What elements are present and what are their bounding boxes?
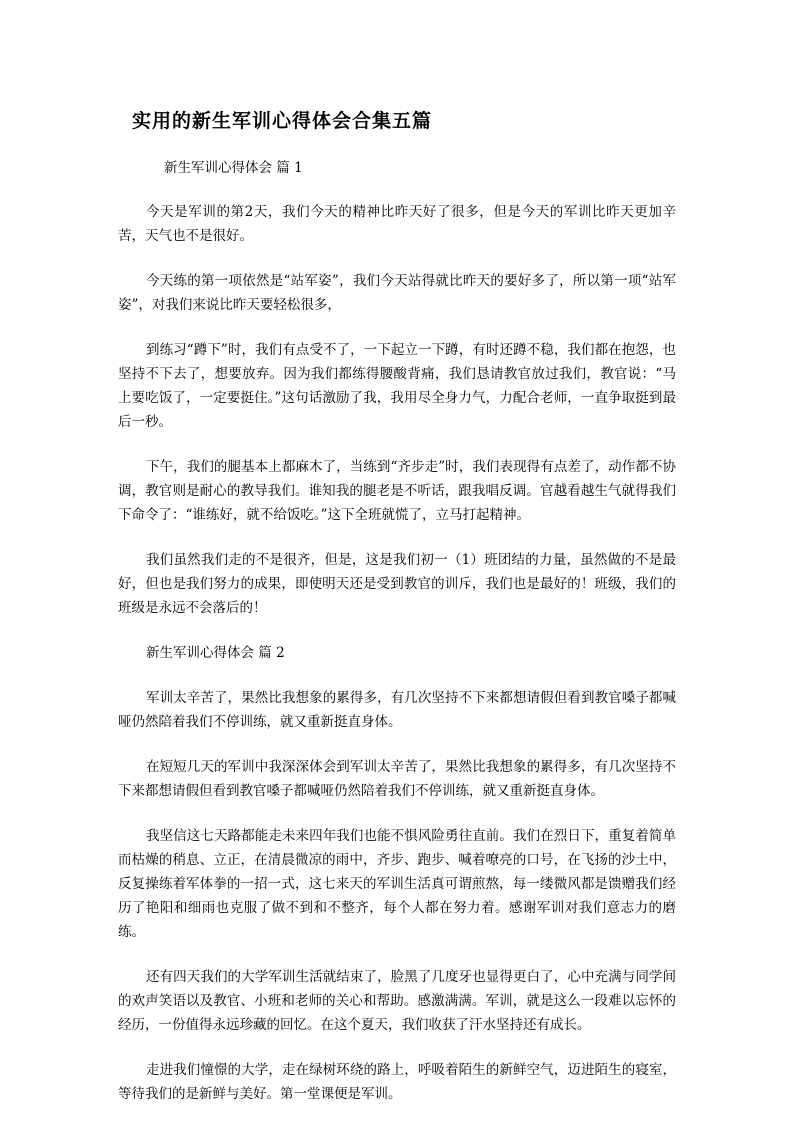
paragraph: 走进我们憧憬的大学，走在绿树环绕的路上，呼吸着陌生的新鲜空气，迈进陌生的寝室，等待我们的是新鲜与美好。第一堂课便是军训。 (118, 1062, 676, 1102)
document-body (118, 156, 676, 1127)
section-heading-2: 新生军训心得体会 篇 2 (146, 645, 285, 661)
document-title: 实用的新生军训心得体会合集五篇 (132, 110, 433, 132)
paragraph: 军训太辛苦了，果然比我想象的累得多，有几次坚持不下来都想请假但看到教官嗓子都喊哑仍然陪着我们不停训练，就又重新挺直身体。 (118, 690, 676, 730)
paragraph: 今天练的第一项依然是“站军姿”，我们今天站得就比昨天的要好多了，所以第一项“站军姿”，对我们来说比昨天要轻松很多， (118, 273, 676, 313)
paragraph: 我坚信这七天路都能走未来四年我们也能不惧风险勇往直前。我们在烈日下，重复着简单而枯燥的稍息、立正，在清晨微凉的雨中，齐步、跑步、喊着嘹亮的口号，在飞扬的沙土中，反复操练着军体拳的一招一式，这七来天的军训生活真可谓煎熬，每一缕微风都是馈赠我们经历了艳阳和细雨也克服了做不到和不整齐，每个人都在努力着。感谢军训对我们意志力的磨练。 (118, 828, 676, 940)
section-heading-1: 新生军训心得体会 篇 1 (164, 160, 303, 176)
paragraph: 今天是军训的第2天，我们今天的精神比昨天好了很多，但是今天的军训比昨天更加辛苦，天气也不是很好。 (118, 204, 676, 244)
paragraph: 还有四天我们的大学军训生活就结束了，脸黑了几度牙也显得更白了，心中充满与同学间的欢声笑语以及教官、小班和老师的关心和帮助。感激满满。军训，就是这么一段难以忘怀的经历，一份值得永远珍藏的回忆。在这个夏天，我们收获了汗水坚持还有成长。 (118, 969, 676, 1033)
paragraph: 到练习“蹲下”时，我们有点受不了，一下起立一下蹲，有时还蹲不稳，我们都在抱怨，也坚持不下去了，想要放弃。因为我们都练得腰酸背痛，我们恳请教官放过我们，教官说：“马上要吃饭了，一定要挺住。”这句话激励了我，我用尽全身力气，力配合老师，一直争取挺到最后一秒。 (118, 342, 676, 430)
paragraph: 下午，我们的腿基本上都麻木了，当练到“齐步走”时，我们表现得有点差了，动作都不协调，教官则是耐心的教导我们。谁知我的腿老是不听话，跟我唱反调。官越看越生气就得我们下命令了：“谁练好，就不给饭吃。”这下全班就慌了，立马打起精神。 (118, 459, 676, 523)
paragraph: 我们虽然我们走的不是很齐，但是，这是我们初一（1）班团结的力量，虽然做的不是最好，但也是我们努力的成果，即使明天还是受到教官的训斥，我们也是最好的！班级，我们的班级是永远不会落后的！ (118, 552, 676, 616)
paragraph: 在短短几天的军训中我深深体会到军训太辛苦了，果然比我想象的累得多，有几次坚持不下来都想请假但看到教官嗓子都喊哑仍然陪着我们不停训练，就又重新挺直身体。 (118, 759, 676, 799)
